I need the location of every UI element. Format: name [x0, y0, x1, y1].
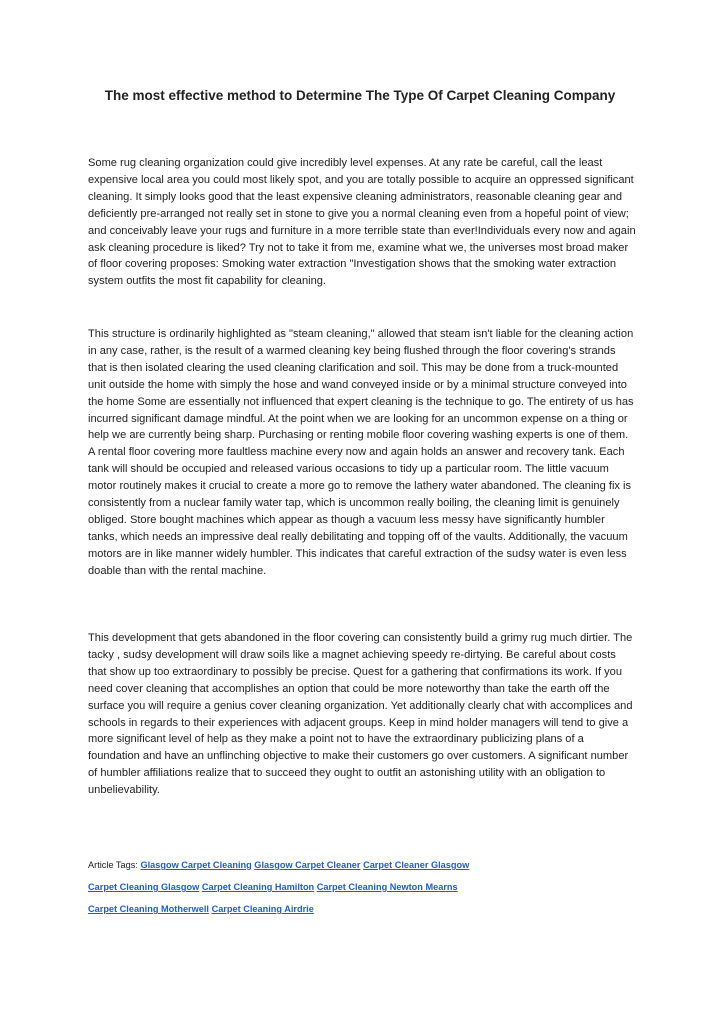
tag-link-carpet-cleaning-airdrie[interactable]: Carpet Cleaning Airdrie: [211, 904, 314, 914]
tag-link-carpet-cleaning-newton-mearns[interactable]: Carpet Cleaning Newton Mearns: [316, 882, 458, 892]
article-tags-row: [88, 902, 648, 916]
article-tags-row: [88, 880, 648, 894]
body-paragraph: This development that gets abandoned in the floor covering can consistently build a grimy rug much dirtier. The tacky , sudsy development will draw soils like a magnet achieving speedy re-dirtying. Be careful about costs that show up too extraordinary to possibly be precise. Quest for a gathering that confirmations its work. If you need cover cleaning that accomplishes an option that could be more noteworthy than take the earth off the surface you will require a genius cover cleaning organization. Yet additionally clearly chat with accomplices and schools in regards to their experiences with adjacent groups. Keep in mind holder managers will tend to give a more significant level of help as they make a point not to have the extraordinary publicizing plans of a foundation and have an unflinching objective to make their customers go over customers. A significant number of humbler affiliations realize that to succeed they ought to outfit an astonishing utility with an obligation to unbelievability.: [88, 632, 633, 797]
tag-link-glasgow-carpet-cleaning[interactable]: Glasgow Carpet Cleaning: [140, 860, 252, 870]
tag-link-carpet-cleaning-motherwell[interactable]: Carpet Cleaning Motherwell: [88, 904, 209, 914]
article-tags-label: Article Tags:: [88, 860, 138, 870]
body-paragraph: This structure is ordinarily highlighted as "steam cleaning," allowed that steam isn't liable for the cleaning action in any case, rather, is the result of a warmed cleaning key being flushed through the floor covering's strands that is then isolated clearing the used cleaning clarification and soil. This may be done from a truck-mounted unit outside the home with simply the hose and wand conveyed inside or by a minimal structure conveyed into the home Some are essentially not influenced that expert cleaning is the technique to go. The entirety of us has incurred significant damage mindful. At the point when we are looking for an uncommon expense on a thing or help we are currently being sharp. Purchasing or renting mobile floor covering washing experts is one of them. A rental floor covering more faultless machine every now and again holds an answer and recovery tank. Each tank will should be occupied and released various occasions to tidy up a particular room. The little vacuum motor routinely makes it crucial to create a more go to remove the lathery water abandoned. The cleaning fix is consistently from a nuclear family water tap, which is uncommon really boiling, the cleaning limit is genuinely obliged. Store bought machines which appear as though a vacuum less messy have significantly humbler tanks, which needs an impressive deal really debilitating and topping off of the vaults. Additionally, the vacuum motors are in like manner widely humbler. This indicates that careful extraction of the sudsy water is even less doable than with the rental machine.: [88, 328, 634, 577]
tag-link-carpet-cleaning-glasgow[interactable]: Carpet Cleaning Glasgow: [88, 882, 200, 892]
body-paragraph: Some rug cleaning organization could give incredibly level expenses. At any rate be careful, call the least expensive local area you could most likely spot, and you are totally possible to acquire an oppressed significant cleaning. It simply looks good that the least expensive cleaning administrators, reasonable cleaning gear and deficiently pre-arranged not really set in stone to give you a normal cleaning even from a hopeful point of view; and conceivably leave your rugs and furniture in a more terrible state than ever!Individuals every now and again ask cleaning procedure is liked? Try not to take it from me, examine what we, the universes most broad maker of floor covering proposes: Smoking water extraction "Investigation shows that the smoking water extraction system outfits the most fit capability for cleaning.: [88, 157, 636, 288]
page-title: The most effective method to Determine The Type Of Carpet Cleaning Company: [104, 88, 616, 103]
tag-link-carpet-cleaner-glasgow[interactable]: Carpet Cleaner Glasgow: [363, 860, 470, 870]
tag-link-carpet-cleaning-hamilton[interactable]: Carpet Cleaning Hamilton: [201, 882, 315, 892]
tag-link-glasgow-carpet-cleaner[interactable]: Glasgow Carpet Cleaner: [254, 860, 361, 870]
article-tags-row: [88, 858, 648, 872]
